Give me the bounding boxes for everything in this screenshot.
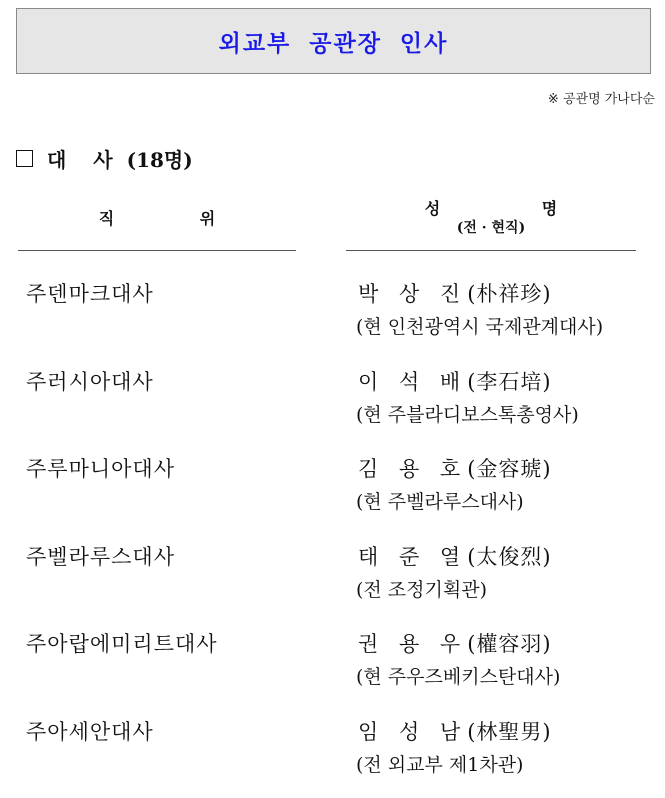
appointment-row — [0, 445, 665, 533]
appointment-row — [0, 270, 665, 358]
column-header-name-sub: (전 · 현직) — [456, 220, 526, 236]
person-name — [358, 716, 552, 746]
name-hangul: 임 성 남 — [358, 719, 468, 744]
appointment-row — [0, 708, 665, 796]
position-title: 주아세안대사 — [26, 719, 154, 744]
career-note: (전 외교부 제1차관) — [356, 753, 524, 776]
section-label: 대 사 — [47, 148, 123, 172]
sort-note: ※ 공관명 가나다순 — [547, 92, 655, 107]
column-divider-right — [346, 250, 636, 251]
person-name — [358, 628, 552, 658]
career-note: (현 주블라디보스톡총영사) — [356, 403, 579, 426]
name-hangul: 김 용 호 — [358, 457, 468, 481]
person-name — [358, 366, 552, 396]
appointment-row — [0, 533, 665, 621]
square-bullet-icon — [16, 150, 33, 167]
column-header-name-title: 성 명 — [424, 199, 606, 218]
page-title: 외교부 공관장 인사 — [218, 30, 449, 57]
name-hanja: (林聖男) — [467, 719, 552, 744]
section-heading — [16, 144, 193, 173]
name-hangul: 권 용 우 — [358, 632, 468, 656]
appointment-row — [0, 358, 665, 446]
position-title: 주루마니아대사 — [26, 457, 176, 481]
position-title: 주아랍에미리트대사 — [26, 632, 218, 656]
career-note: (전 조정기획관) — [356, 578, 487, 601]
position-title: 주러시아대사 — [26, 369, 154, 394]
name-hangul: 박 상 진 — [358, 282, 468, 306]
column-header-name — [346, 199, 636, 237]
name-hanja: (太俊烈) — [467, 544, 552, 569]
section-count: (18명) — [126, 148, 193, 172]
person-name — [358, 541, 552, 571]
title-box — [16, 8, 651, 74]
person-name — [358, 278, 552, 308]
name-hanja: (朴祥珍) — [467, 282, 552, 306]
name-hanja: (金容琥) — [467, 457, 552, 481]
position-title: 주덴마크대사 — [26, 282, 154, 306]
appointment-row — [0, 620, 665, 708]
column-divider-left — [18, 250, 296, 251]
name-hanja: (李石培) — [467, 369, 552, 394]
appointment-list — [0, 270, 665, 795]
column-header-position: 직 위 — [98, 209, 256, 228]
position-title: 주벨라루스대사 — [26, 544, 176, 569]
name-hangul: 태 준 열 — [358, 544, 468, 569]
name-hangul: 이 석 배 — [358, 369, 468, 394]
person-name — [358, 453, 552, 483]
career-note: (현 주벨라루스대사) — [356, 491, 524, 513]
career-note: (현 인천광역시 국제관계대사) — [356, 316, 604, 338]
career-note: (현 주우즈베키스탄대사) — [356, 666, 561, 688]
name-hanja: (權容羽) — [467, 632, 552, 656]
